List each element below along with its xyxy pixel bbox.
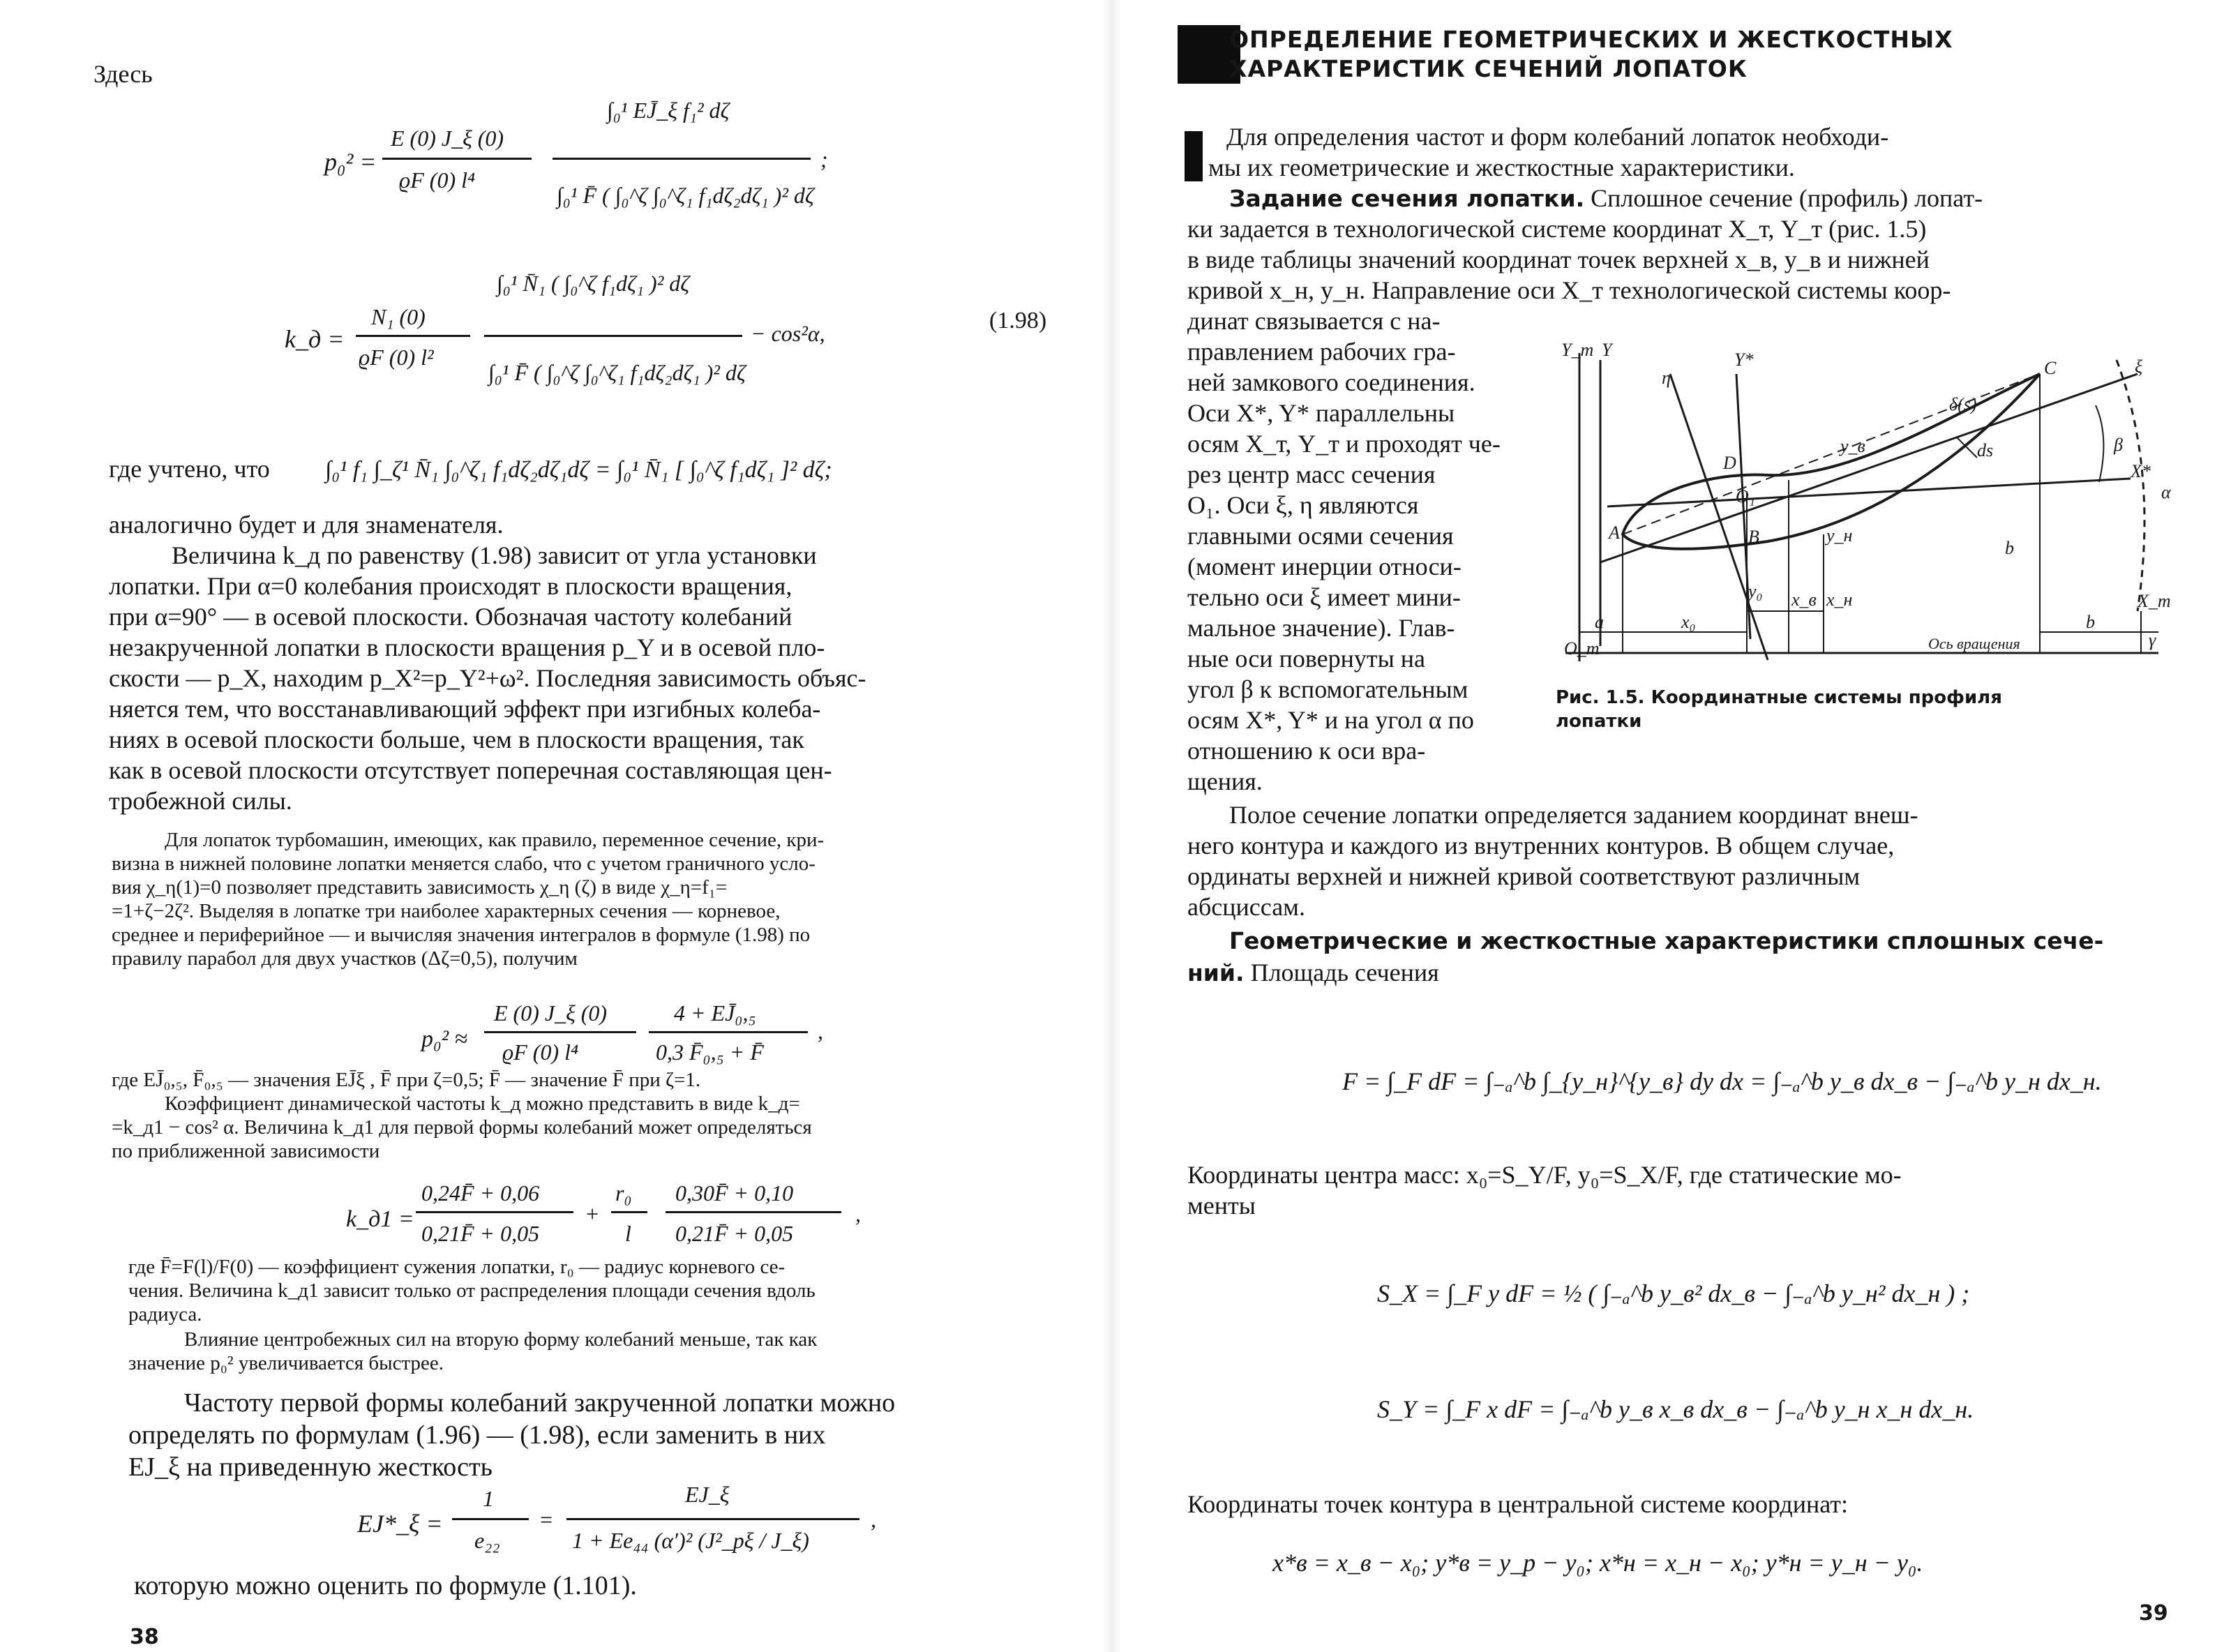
equation-sx: S_X = ∫_F y dF = ½ ( ∫₋ₐ^b y_в² dx_в − ∫₋ₐ^b y_н² dx_н ) ; <box>1377 1279 1970 1307</box>
label-o1: O₁ <box>1736 486 1755 506</box>
alpha-arc <box>2117 360 2144 611</box>
label-point-a: A <box>1609 523 1620 543</box>
label-alpha: α <box>2161 482 2171 502</box>
label-ot: O_т <box>1564 638 1600 659</box>
label-b-lower: b <box>2086 612 2095 632</box>
label-rotation-axis: Ось вращения <box>1928 635 2020 652</box>
label-yn: y_н <box>1826 525 1853 546</box>
label-b-upper: b <box>2005 538 2014 558</box>
label-a: a <box>1595 612 1604 632</box>
label-yv: y_в <box>1840 436 1865 456</box>
label-eta: η <box>1662 368 1671 388</box>
right-page: ОПРЕДЕЛЕНИЕ ГЕОМЕТРИЧЕСКИХ И ЖЕСТКОСТНЫХ ХАРАКТЕРИСТИК СЕЧЕНИЙ ЛОПАТОК Для определения частот и форм колебаний лопаток необходи- мы их геометрические и жесткостные характеристики. Задание сечения лопатки. Сплошное сечение (профиль) лопат- ки задается в технологической системе координат X_т, Y_т (рис. 1.5) в виде таблицы значений координат точек верхней x_в, y_в и нижней кривой x_н, y_н. Направление оси X_т технологической системы коор- динат связывается с на- правлением рабочих гра- ней замкового соединения. Оси X*, Y* параллельны осям X_т, Y_т и проходят че- рез центр масс сечения O₁. Оси ξ, η являются главными осями сечения (момент инерции относи- тельно оси ξ имеет мини- мальное значение). Глав- ные оси повернуты на угол β к вспомогательным осям X*, Y* и на угол α по отношению к оси вра- щения. Y_т Y Y* η ξ X* X_т C D A B O₁ O_т δ(s) y_в y_н ds β α γ a b b x₀ y₀ x_в x_н Ось вращения Рис. 1.5. Координатные системы профиля лопатки Полое сечение лопатки определяется заданием координат внеш- него контура и каждого из внутренних контуров. В общем случае, ординаты верхней и нижней кривой соответствуют различным абсциссам. Геометрические и жесткостные характеристики сплошных сече- ний. Площадь сечения F = ∫_F dF = ∫₋ₐ^b ∫_{y_н}^{y_в} dy dx = ∫₋ₐ^b y_в dx_в − ∫₋ₐ^b y_н dx_н. Координаты центра масс: x₀=S_Y/F, y₀=S_X/F, где статические мо- менты S_X = ∫_F y dF = ½ ( ∫₋ₐ^b y_в² dx_в − ∫₋ₐ^b y_н² dx_н ) ; S_Y = ∫_F x dF = ∫₋ₐ^b y_в x_в dx_в − ∫₋ₐ^b y_н x_н dx_н. Координаты точек контура в центральной системе координат: x*в = x_в − x₀; y*в = y_р − y₀; x*н = x_н − x₀; y*н = y_н − y₀. 39 <box>1112 0 2224 1652</box>
label-xn: x_н <box>1826 590 1853 610</box>
label-beta: β <box>2114 435 2123 455</box>
figure-blade-profile <box>1558 332 2186 667</box>
equation-sy: S_Y = ∫_F x dF = ∫₋ₐ^b y_в x_в dx_в − ∫₋ₐ^b y_н x_н dx_н. <box>1377 1395 1974 1423</box>
equation-area-f: F = ∫_F dF = ∫₋ₐ^b ∫_{y_н}^{y_в} dy dx = ∫₋ₐ^b y_в dx_в − ∫₋ₐ^b y_н dx_н. <box>1342 1067 2102 1095</box>
axis-xstar-line <box>1607 479 2131 506</box>
label-xt: X_т <box>2137 591 2171 611</box>
intro-word: Здесь <box>93 60 153 88</box>
label-point-b: B <box>1748 527 1759 547</box>
label-point-c: C <box>2044 358 2057 378</box>
label-gamma: γ <box>2149 630 2156 650</box>
equation-number: (1.98) <box>989 308 1047 333</box>
label-xv: x_в <box>1791 590 1817 610</box>
label-y: Y <box>1602 340 1612 360</box>
blade-profile-outline <box>1623 374 2040 549</box>
paragraph-3: которую можно оценить по формуле (1.101). <box>134 1571 637 1600</box>
label-delta-s: δ(s) <box>1949 394 1977 414</box>
task-title: Задание сечения лопатки. <box>1229 185 1585 212</box>
page-number-38: 38 <box>130 1625 159 1649</box>
equation-contour-points: x*в = x_в − x₀; y*в = y_р − y₀; x*н = x_н − x₀; y*н = y_н − y₀. <box>1272 1549 1923 1577</box>
label-yt: Y_т <box>1561 340 1594 360</box>
left-page: Здесь p₀² = E (0) J_ξ (0) ϱF (0) l⁴ ∫₀¹ EJ̄_ξ f₁² dζ ∫₀¹ F̄ ( ∫₀^ζ ∫₀^ζ₁ f₁dζ₂dζ₁ )² dζ ; k_д = N₁ (0) ϱF (0) l² ∫₀¹ N̄₁ ( ∫₀^ζ f₁dζ₁ )² dζ ∫₀¹ F̄ ( ∫₀^ζ ∫₀^ζ₁ f₁dζ₂dζ₁ )² dζ − cos²α, (1.98) где учтено, что ∫₀¹ f₁ ∫_ζ¹ N̄₁ ∫₀^ζ₁ f₁dζ₂dζ₁dζ = ∫₀¹ N̄₁ [ ∫₀^ζ f₁dζ₁ ]² dζ; аналогично будет и для знаменателя. Величина k_д по равенству (1.98) зависит от угла установки лопатки. При α=0 колебания происходят в плоскости вращения, при α=90° — в осевой плоскости. Обозначая частоту колебаний незакрученной лопатки в плоскости вращения p_Y и в осевой пло- скости — p_X, находим p_X²=p_Y²+ω². Последняя зависимость объяс- няется тем, что восстанавливающий эффект при изгибных колеба- ниях в осевой плоскости больше, чем в плоскости вращения, так как в осевой плоскости отсутствует поперечная составляющая цен- тробежной силы. Для лопаток турбомашин, имеющих, как правило, переменное сечение, кри- визна в нижней половине лопатки меняется слабо, что с учетом граничного усло- вия χ_η(1)=0 позволяет представить зависимость χ_η (ζ) в виде χ_η=f₁= =1+ζ−2ζ². Выделяя в лопатке три наиболее характерных сечения — корневое, среднее и периферийное — и вычисляя значения интегралов в формуле (1.98) по правилу парабол для двух участков (Δζ=0,5), получим p₀² ≈ E (0) J_ξ (0) ϱF (0) l⁴ 4 + EJ̄₀,₅ 0,3 F̄₀,₅ + F̄ , где EJ̄₀,₅, F̄₀,₅ — значения EJ̄ξ , F̄ при ζ=0,5; F̄ — значение F̄ при ζ=1. Коэффициент динамической частоты k_д можно представить в виде k_д= =k_д1 − cos² α. Величина k_д1 для первой формы колебаний может определяться по приближенной зависимости k_д1 = 0,24F̄ + 0,06 0,21F̄ + 0,05 + r₀ l 0,30F̄ + 0,10 0,21F̄ + 0,05 , где F̄=F(l)/F(0) — коэффициент сужения лопатки, r₀ — радиус корневого се- чения. Величина k_д1 зависит только от распределения площади сечения вдоль радиуса. Влияние центробежных сил на вторую форму колебаний меньше, так как значение p₀² увеличивается быстрее. Частоту первой формы колебаний закрученной лопатки можно определять по формулам (1.96) — (1.98), если заменить в них EJ_ξ на приведенную жесткость EJ*_ξ = 1 e₂₂ = EJ_ξ 1 + Ee₄₄ (α′)² (J²_pξ / J_ξ) , которую можно оценить по формуле (1.101). 38 <box>93 60 1047 1649</box>
label-x0: x₀ <box>1681 612 1696 632</box>
label-xstar: X* <box>2131 461 2151 481</box>
section-heading-line1: ОПРЕДЕЛЕНИЕ ГЕОМЕТРИЧЕСКИХ И ЖЕСТКОСТНЫХ <box>1229 26 1953 53</box>
label-ystar: Y* <box>1734 350 1754 370</box>
axis-xi-line <box>1600 374 2137 562</box>
label-xi: ξ <box>2135 356 2143 377</box>
label-y0: y₀ <box>1748 581 1763 601</box>
label-ds: ds <box>1977 440 1994 460</box>
contour-paragraph: Координаты точек контура в центральной системе координат: <box>1187 1490 1849 1518</box>
page-number-39: 39 <box>2139 1601 2168 1625</box>
label-point-d: D <box>1723 453 1736 473</box>
section-heading-line2: ХАРАКТЕРИСТИК СЕЧЕНИЙ ЛОПАТОК <box>1229 55 1748 82</box>
